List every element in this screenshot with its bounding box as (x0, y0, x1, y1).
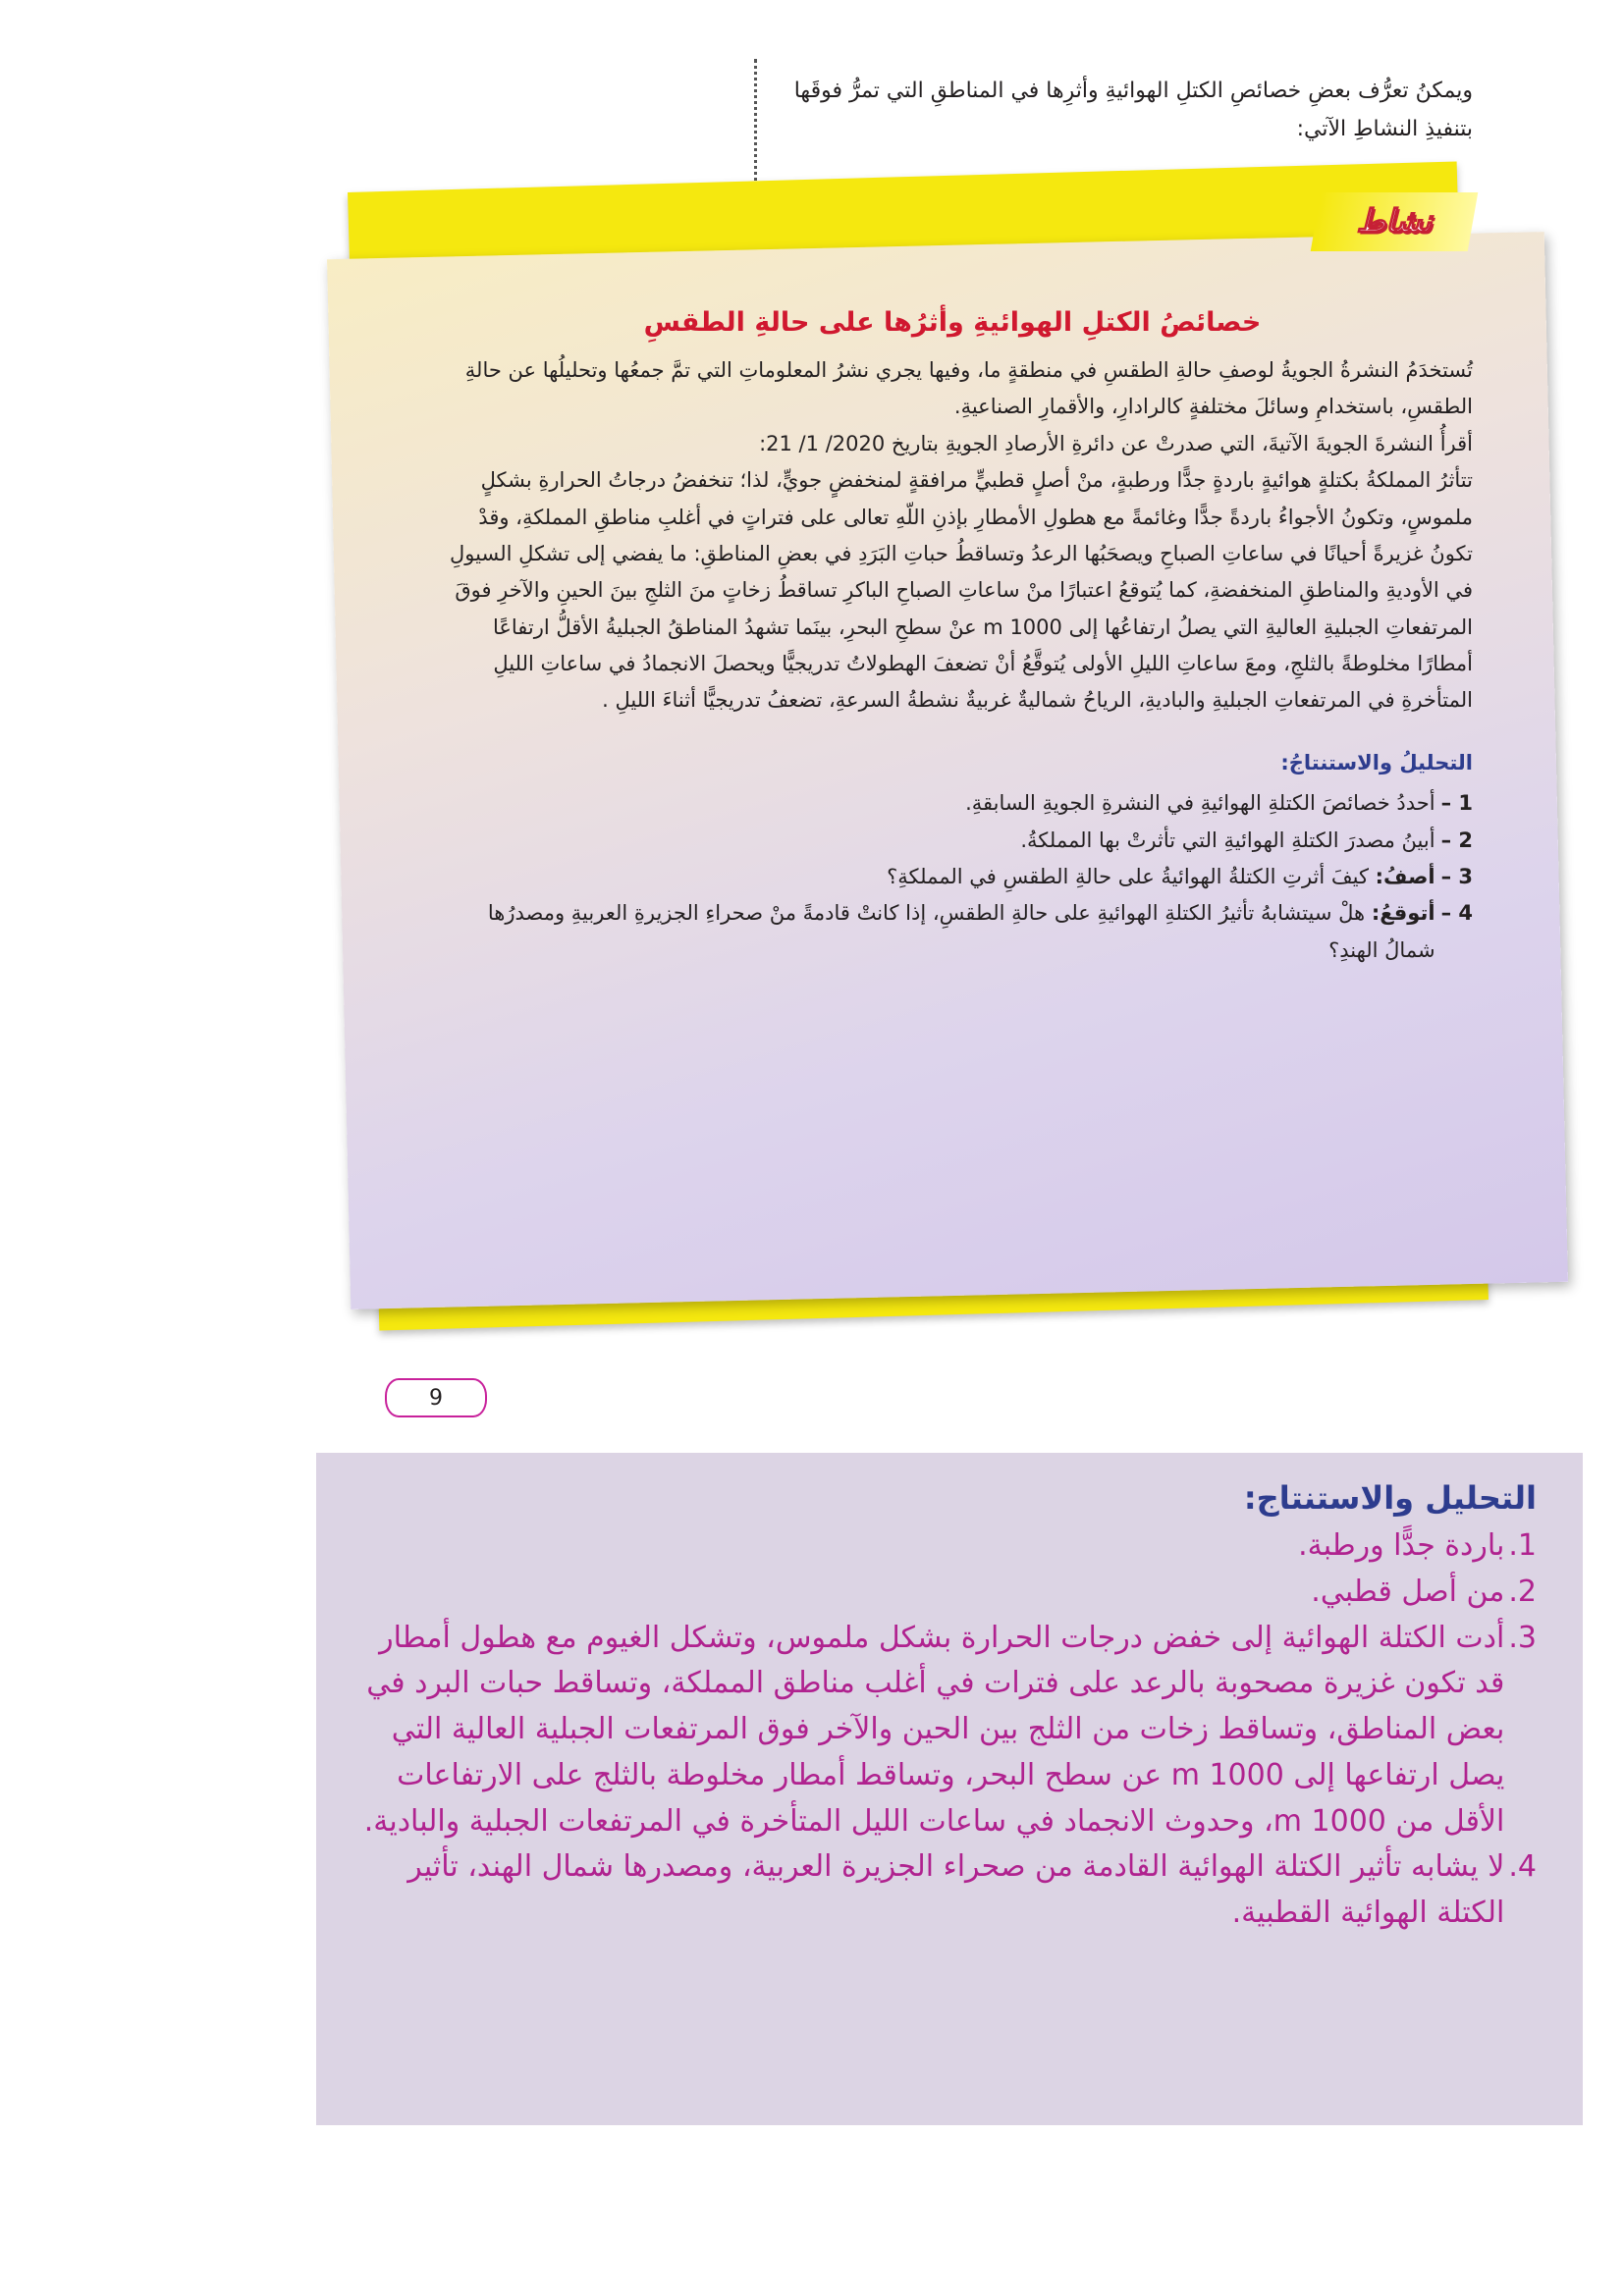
answer-number: 2. (1508, 1574, 1537, 1609)
answer-heading: التحليل والاستنتاج: (1243, 1479, 1537, 1517)
margin-divider (754, 59, 757, 194)
question-number: 2 – (1440, 828, 1473, 852)
question-number: 1 – (1440, 791, 1473, 816)
answer-number: 4. (1508, 1849, 1537, 1885)
activity-label: نشاط (1356, 202, 1433, 240)
answer-item (344, 1570, 1537, 1616)
question-text: أبينُ مصدرَ الكتلةِ الهوائيةِ التي تأثرتْ بها المملكةُ. (1020, 828, 1435, 852)
question-number: 4 – (1440, 901, 1473, 926)
answer-content (344, 1474, 1537, 1937)
answer-text: باردة جدًّا ورطبة. (1298, 1527, 1505, 1563)
answer-text: لا يشابه تأثير الكتلة الهوائية القادمة من صحراء الجزيرة العربية، ومصدرها شمال الهند، تأثير الكتلة الهوائية القطبية. (407, 1849, 1505, 1931)
answer-item (344, 1616, 1537, 1845)
intro-text: ويمكنُ تعرُّف بعضِ خصائصِ الكتلِ الهوائيةِ وأثرِها في المناطقِ التي تمرُّ فوقَها بتنفيذِ النشاطِ الآتي: (793, 79, 1473, 141)
activity-title: خصائصُ الكتلِ الهوائيةِ وأثرُها على حالةِ الطقسِ (643, 307, 1262, 338)
question-item (432, 859, 1473, 895)
analysis-heading: التحليلُ والاستنتاجُ: (1280, 750, 1473, 774)
question-skill: أتوقعُ: (1371, 901, 1435, 926)
answer-text: من أصل قطبي. (1311, 1574, 1505, 1609)
question-text: أحددُ خصائصَ الكتلةِ الهوائيةِ في النشرةِ الجويةِ السابقةِ. (965, 791, 1435, 816)
question-number: 3 – (1440, 864, 1473, 888)
question-item (432, 823, 1473, 859)
question-item (432, 785, 1473, 822)
weather-bulletin: تتأثرُ المملكةُ بكتلةٍ هوائيةٍ باردةٍ جدًّا ورطبةٍ، منْ أصلٍ قطبيٍّ مرافقةٍ لمنخفضٍ جويٍّ، لذا؛ تنخفضُ درجاتُ الحرارةِ بشكلٍ ملموسٍ، وتكونُ الأجواءُ باردةً جدًّا وغائمةً مع هطولِ الأمطارِ بإذنِ اللّهِ تعالى على فتراتٍ في أغلبِ مناطقِ المملكةِ، وقدْ تكونُ غزيرةً أحيانًا في ساعاتِ الصباحِ ويصحَبُها الرعدُ وتساقطُ حباتِ البَرَدِ في بعضِ المناطقِ: ما يفضي إلى تشكلِ السيولِ في الأوديةِ والمناطقِ المنخفضةِ، كما يُتوقعُ اعتبارًا منْ ساعاتِ الصباحِ الباكرِ تساقطُ زخاتٍ منَ الثلجِ بينَ الحينِ والآخرِ فوقَ المرتفعاتِ الجبليةِ العاليةِ التي يصلُ ارتفاعُها إلى 1000 m عنْ سطحِ البحرِ، بينَما تشهدُ المناطقُ الجبليةُ الأقلُّ ارتفاعًا أمطارًا مخلوطةً بالثلجِ، ومعَ ساعاتِ الليلِ الأولى يُتوقَّعُ أنْ تضعفَ الهطولاتُ تدريجيًّا ويحصلَ الانجمادُ في ساعاتِ الليلِ المتأخرةِ في المرتفعاتِ الجبليةِ والباديةِ، الرياحُ شماليةٌ غربيةٌ نشطةُ السرعةِ، تضعفُ تدريجيًّا أثناءَ الليلِ . (450, 468, 1473, 713)
activity-paragraph: أقرأُ النشرةَ الجويةَ الآتيةَ، التي صدرتْ عن دائرةِ الأرصادِ الجويةِ بتاريخ 2020/ 1/ 21: (759, 431, 1473, 455)
answer-item (344, 1844, 1537, 1937)
answer-number: 3. (1508, 1620, 1537, 1655)
question-skill: أصفُ: (1375, 864, 1435, 888)
question-text: هلْ سيتشابهُ تأثيرُ الكتلةِ الهوائيةِ على حالةِ الطقسِ، إذا كانتْ قادمةً منْ صحراءِ الجزيرةِ العربيةِ ومصدرُها شمالُ الهندِ؟ (487, 901, 1435, 962)
activity-paragraph: تُستخدَمُ النشرةُ الجويةُ لوصفِ حالةِ الطقسِ في منطقةٍ ما، وفيها يجري نشرُ المعلوماتِ التي تمَّ جمعُها وتحليلُها عن حالةِ الطقسِ، باستخدامِ وسائلَ مختلفةٍ كالرادارِ، والأقمارِ الصناعيةِ. (464, 358, 1473, 419)
question-text: كيفَ أثرتِ الكتلةُ الهوائيةُ على حالةِ الطقسِ في المملكةِ؟ (887, 864, 1369, 888)
page-number: 9 (385, 1378, 487, 1417)
answer-text: أدت الكتلة الهوائية إلى خفض درجات الحرارة بشكل ملموس، وتشكل الغيوم مع هطول أمطار قد تكون غزيرة مصحوبة بالرعد على فترات في أغلب مناطق المملكة، وتساقط حبات البرد في بعض المناطق، وتساقط زخات من الثلج بين الحين والآخر فوق المرتفعات الجبلية العالية التي يصل ارتفاعها إلى 1000 m عن سطح البحر، وتساقط أمطار مخلوطة بالثلج على الارتفاعات الأقل من 1000 m، وحدوث الانجماد في ساعات الليل المتأخرة في المرتفعات الجبلية والبادية. (363, 1620, 1505, 1839)
question-item (432, 895, 1473, 969)
answer-number: 1. (1508, 1527, 1537, 1563)
answer-item (344, 1523, 1537, 1570)
activity-content (432, 299, 1473, 969)
